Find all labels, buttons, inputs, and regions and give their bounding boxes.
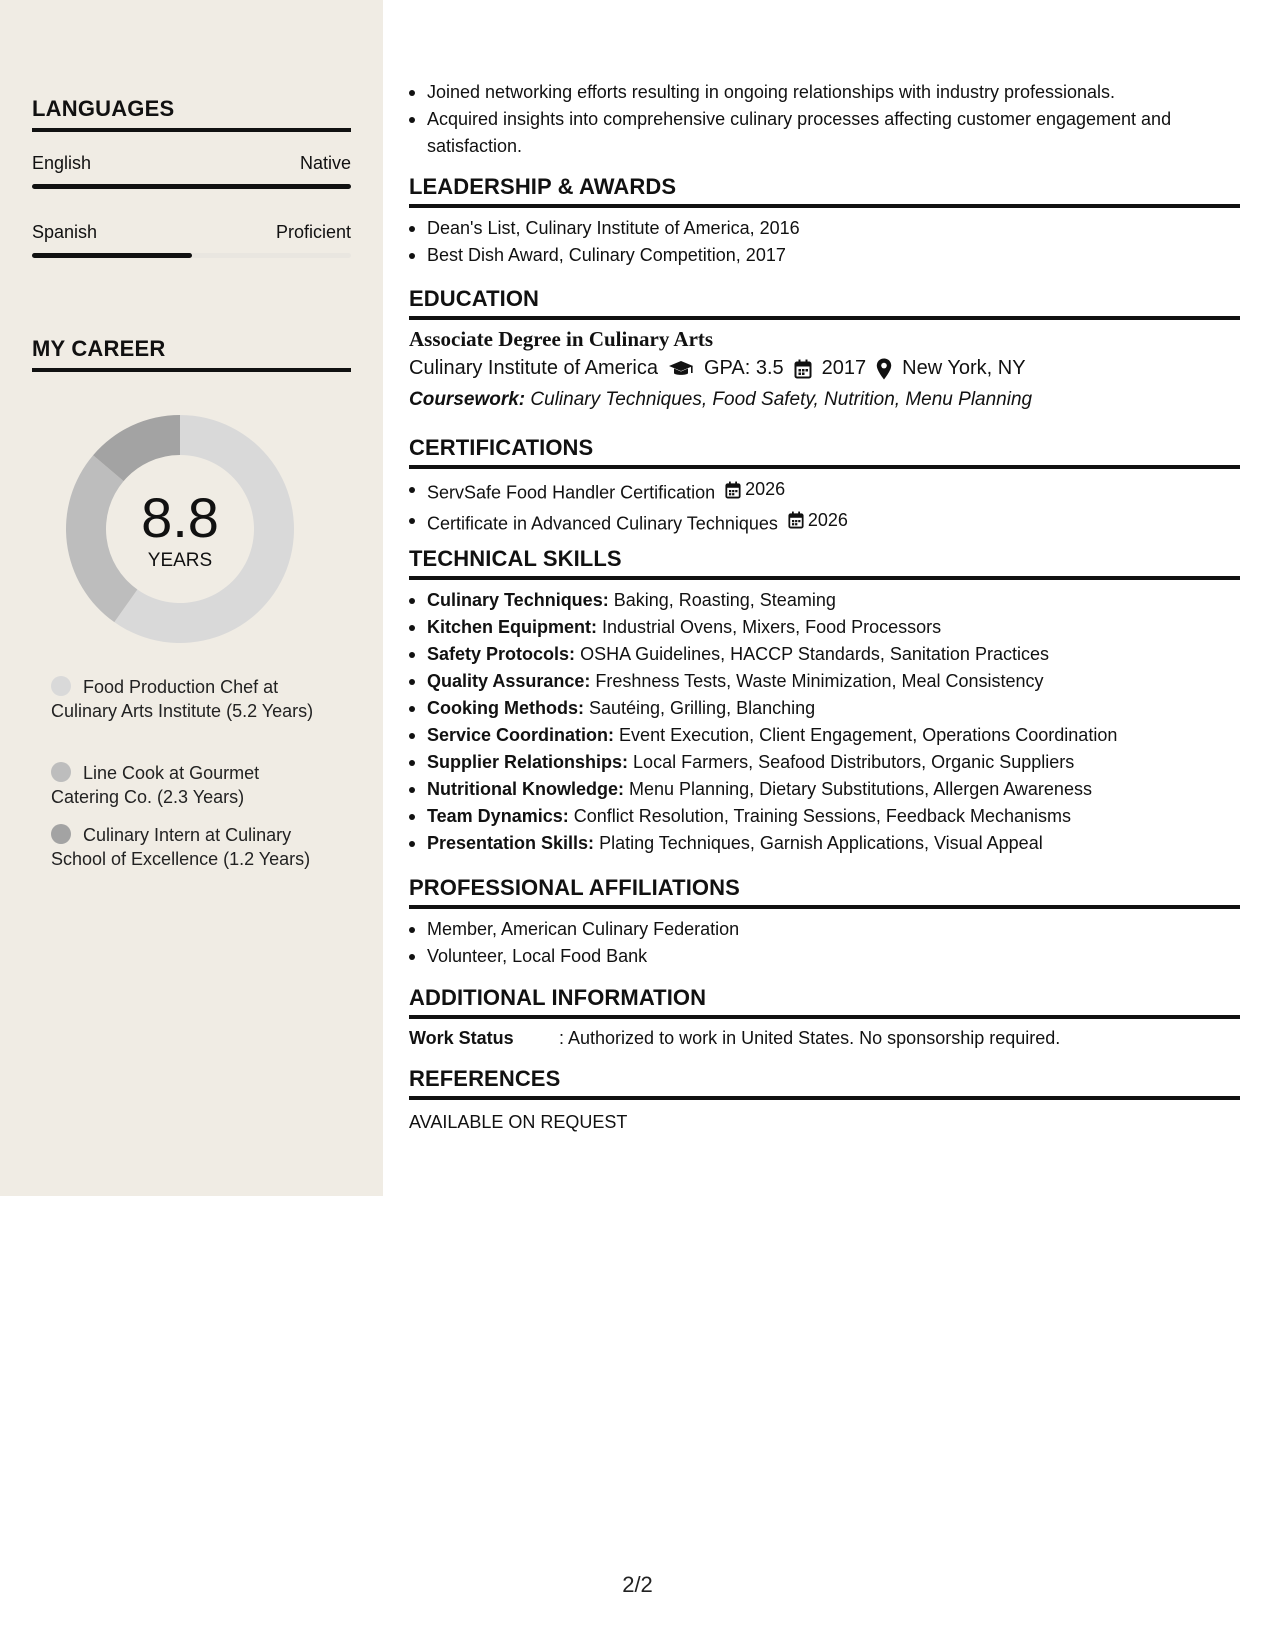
skill-label: Supplier Relationships: bbox=[427, 752, 629, 772]
skill-value: Event Execution, Client Engagement, Operations Coordination bbox=[619, 725, 1118, 745]
career-heading: MY CAREER bbox=[32, 336, 351, 372]
career-item bbox=[51, 823, 331, 871]
skill-value: Baking, Roasting, Steaming bbox=[613, 590, 836, 610]
education-degree: Associate Degree in Culinary Arts bbox=[409, 327, 714, 351]
list-item bbox=[409, 614, 1240, 641]
certifications-heading: CERTIFICATIONS bbox=[409, 435, 1240, 469]
affiliations-heading: PROFESSIONAL AFFILIATIONS bbox=[409, 875, 1240, 909]
list-item bbox=[409, 668, 1240, 695]
list-item: Member, American Culinary Federation bbox=[409, 916, 1240, 943]
career-item bbox=[51, 761, 331, 809]
list-item bbox=[409, 722, 1240, 749]
language-name: English bbox=[32, 153, 92, 173]
language-bar-english bbox=[32, 184, 351, 189]
education-gpa: GPA: 3.5 bbox=[704, 357, 784, 379]
list-item bbox=[409, 587, 1240, 614]
certification-year: 2026 bbox=[745, 479, 786, 499]
certification-name: Certificate in Advanced Culinary Techniques bbox=[427, 513, 778, 533]
certification-name: ServSafe Food Handler Certification bbox=[427, 482, 716, 503]
work-status bbox=[409, 1028, 1060, 1049]
list-item bbox=[409, 507, 1240, 538]
skill-value: Local Farmers, Seafood Distributors, Organic Suppliers bbox=[633, 752, 1075, 772]
calendar-icon bbox=[725, 481, 741, 499]
career-total-years: 8.8 bbox=[141, 486, 219, 549]
list-item: Joined networking efforts resulting in ongoing relationships with industry professionals. bbox=[409, 79, 1240, 106]
list-item bbox=[409, 776, 1240, 803]
skill-label: Kitchen Equipment: bbox=[427, 617, 597, 637]
list-item bbox=[409, 830, 1240, 857]
career-item-text: Line Cook at Gourmet Catering Co. (2.3 Years) bbox=[51, 763, 260, 807]
language-bar-spanish bbox=[32, 253, 351, 258]
career-legend-dot bbox=[51, 676, 71, 696]
education-location: New York, NY bbox=[902, 357, 1026, 379]
skills-list bbox=[409, 587, 1240, 857]
graduation-cap-icon bbox=[668, 360, 694, 378]
skill-value: Plating Techniques, Garnish Applications, Visual Appeal bbox=[599, 833, 1043, 853]
skill-label: Nutritional Knowledge: bbox=[427, 779, 624, 799]
career-legend-dot bbox=[51, 824, 71, 844]
coursework-value: Culinary Techniques, Food Safety, Nutrition, Menu Planning bbox=[530, 389, 1033, 410]
education-school: Culinary Institute of America bbox=[409, 357, 658, 379]
list-item bbox=[409, 749, 1240, 776]
calendar-icon bbox=[794, 359, 812, 379]
career-item bbox=[51, 675, 331, 723]
certification-year: 2026 bbox=[807, 509, 848, 530]
skill-label: Presentation Skills: bbox=[427, 833, 595, 853]
language-row-english bbox=[32, 153, 351, 174]
work-status-label: Work Status bbox=[409, 1028, 514, 1048]
skill-label: Team Dynamics: bbox=[427, 806, 569, 826]
career-legend-dot bbox=[51, 762, 71, 782]
references-heading: REFERENCES bbox=[409, 1066, 1240, 1100]
list-item bbox=[409, 476, 1240, 507]
language-name: Spanish bbox=[32, 222, 98, 242]
education-details bbox=[409, 357, 1026, 380]
list-item: Best Dish Award, Culinary Competition, 2017 bbox=[409, 242, 1240, 269]
languages-heading: LANGUAGES bbox=[32, 96, 351, 132]
additional-info-heading: ADDITIONAL INFORMATION bbox=[409, 985, 1240, 1019]
skill-label: Cooking Methods: bbox=[427, 698, 584, 718]
list-item: Dean's List, Culinary Institute of America, 2016 bbox=[409, 215, 1240, 242]
language-bar-fill bbox=[32, 253, 192, 258]
list-item: Acquired insights into comprehensive culinary processes affecting customer engagement and satisfaction. bbox=[409, 106, 1240, 160]
skill-value: Menu Planning, Dietary Substitutions, Allergen Awareness bbox=[629, 779, 1092, 799]
leadership-heading: LEADERSHIP & AWARDS bbox=[409, 174, 1240, 208]
calendar-icon bbox=[788, 511, 804, 529]
skill-label: Quality Assurance: bbox=[427, 671, 591, 691]
language-row-spanish bbox=[32, 222, 351, 243]
language-bar-fill bbox=[32, 184, 351, 189]
language-level: Proficient bbox=[275, 222, 351, 242]
skill-label: Culinary Techniques: bbox=[427, 590, 609, 610]
education-year: 2017 bbox=[821, 357, 867, 379]
skill-value: Sautéing, Grilling, Blanching bbox=[589, 698, 816, 718]
list-item bbox=[409, 695, 1240, 722]
career-total-unit: YEARS bbox=[147, 550, 213, 571]
affiliations-list bbox=[409, 916, 1240, 970]
leadership-list bbox=[409, 215, 1240, 269]
experience-bullets bbox=[409, 79, 1240, 160]
skill-label: Service Coordination: bbox=[427, 725, 615, 745]
list-item bbox=[409, 803, 1240, 830]
education-heading: EDUCATION bbox=[409, 286, 1240, 320]
skill-label: Safety Protocols: bbox=[427, 644, 576, 664]
map-pin-icon bbox=[876, 358, 892, 380]
career-item-text: Food Production Chef at Culinary Arts Institute (5.2 Years) bbox=[51, 677, 314, 721]
certifications-list bbox=[409, 476, 1240, 537]
career-item-text: Culinary Intern at Culinary School of Excellence (1.2 Years) bbox=[51, 825, 311, 869]
work-status-value: : Authorized to work in United States. No sponsorship required. bbox=[559, 1028, 1061, 1048]
language-level: Native bbox=[299, 153, 351, 173]
skill-value: Industrial Ovens, Mixers, Food Processors bbox=[602, 617, 942, 637]
references-text: AVAILABLE ON REQUEST bbox=[409, 1112, 628, 1132]
skill-value: OSHA Guidelines, HACCP Standards, Sanitation Practices bbox=[580, 644, 1049, 664]
coursework-label: Coursework: bbox=[409, 389, 526, 410]
list-item: Volunteer, Local Food Bank bbox=[409, 943, 1240, 970]
skill-value: Conflict Resolution, Training Sessions, Feedback Mechanisms bbox=[573, 806, 1071, 826]
skills-heading: TECHNICAL SKILLS bbox=[409, 546, 1240, 580]
page-number: 2/2 bbox=[622, 1572, 653, 1597]
list-item bbox=[409, 641, 1240, 668]
education-coursework bbox=[409, 389, 1032, 411]
skill-value: Freshness Tests, Waste Minimization, Meal Consistency bbox=[595, 671, 1044, 691]
